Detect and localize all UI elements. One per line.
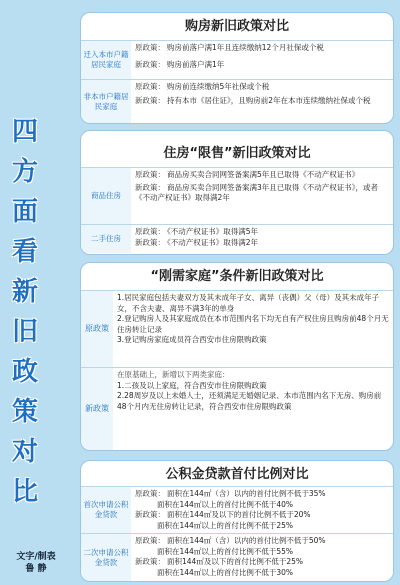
side-title-char: 政: [11, 357, 38, 387]
new-label: 新政策：: [135, 182, 165, 192]
side-title-char: 对: [11, 437, 38, 467]
new-label: 新政策：: [135, 510, 165, 519]
row-category: 二手住房: [81, 225, 131, 253]
policy-row: [81, 290, 393, 367]
panel-purchase-policy: [80, 12, 394, 124]
old-label: 原政策：: [135, 489, 165, 498]
old-label: 原政策：: [135, 536, 165, 545]
policy-row: [81, 486, 393, 533]
panel-title: “刚需家庭”条件新旧政策对比: [150, 269, 324, 284]
row-text: [131, 168, 393, 224]
policy-row: [81, 224, 393, 253]
side-title: [8, 112, 42, 512]
new-text: 面积144㎡及以下的首付比例不低于25%: [167, 557, 303, 566]
new-item: 1.二孩及以上家庭，符合西安市住房限购政策: [117, 380, 267, 390]
old-item: 3.登记购房家庭成员符合西安市住房限购政策: [117, 335, 267, 344]
panel-title: 公积金贷款首付比例对比: [165, 467, 309, 482]
row-category: 二次申请公积金贷款: [81, 534, 131, 582]
row-category: 非本市户籍居民家庭: [81, 80, 131, 124]
old-text: 商品房买卖合同网签备案满5年且已取得《不动产权证书》: [167, 170, 360, 179]
new-text: 商品房买卖合同网签备案满3年且已取得《不动产权证书》，或者《不动产权证书》取得满2年: [135, 182, 379, 202]
side-title-char: 新: [11, 277, 38, 307]
new-label: 新政策：: [135, 95, 165, 105]
row-text: [113, 291, 393, 367]
old-policy-line: [135, 82, 389, 93]
new-label: 新政策：: [135, 237, 165, 247]
new-label: 新政策：: [135, 557, 165, 566]
new-policy-line: [135, 238, 389, 249]
row-text: [131, 80, 393, 124]
row-text: [131, 225, 393, 253]
panel-title: 住房“限售”新旧政策对比: [163, 146, 311, 161]
panel-provident-fund-policy: [80, 460, 394, 582]
old-policy-line: [135, 43, 389, 54]
new-text-cont: 面积在144㎡以上的首付比例不低于25%: [157, 520, 293, 530]
row-category: 原政策: [81, 291, 113, 367]
old-text: 面积在144㎡（含）以内的首付比例不低于35%: [167, 489, 326, 498]
row-text: [131, 534, 393, 582]
policy-row: [81, 40, 393, 79]
new-text: 购房前落户满1年: [167, 59, 225, 69]
new-policy-line: [135, 96, 389, 107]
new-policy-line: [135, 60, 389, 71]
old-policy-line: [135, 536, 389, 547]
row-text: [131, 41, 393, 79]
old-label: 原政策：: [135, 43, 165, 52]
new-policy-line: [135, 557, 389, 568]
old-label: 原政策：: [135, 227, 165, 236]
old-text: 购房前连续缴纳5年社保或个税: [167, 82, 270, 91]
credit: [4, 551, 68, 575]
panel-title: 购房新旧政策对比: [184, 19, 289, 34]
new-text: 面积在144㎡及以下的首付比例不低于20%: [167, 510, 311, 519]
new-text: 持有本市《居住证》，且购房前2年在本市连续缴纳社保或个税: [167, 95, 371, 105]
side-title-char: 面: [11, 197, 38, 227]
old-item: 2.登记购房人及其家庭成员在本市范围内名下均无自有产权住房且购房前48个月无住房转让记录: [117, 314, 389, 334]
policy-row: [81, 167, 393, 224]
old-text-cont: 面积在144㎡以上的首付比例不低于55%: [157, 546, 293, 556]
old-text: 《不动产权证书》取得满5年: [167, 227, 259, 236]
row-category: 商品住房: [81, 168, 131, 224]
new-text-cont: 面积在144㎡以上的首付比例不低于30%: [157, 567, 293, 577]
old-text: 购房前落户满1年且连续缴纳12个月社保或个税: [167, 43, 324, 52]
row-text: [113, 368, 393, 450]
side-title-char: 旧: [11, 317, 38, 347]
row-text: [131, 487, 393, 533]
old-label: 原政策：: [135, 82, 165, 91]
side-title-char: 四: [11, 117, 38, 147]
new-item: 2.28周岁及以上未婚人士，还须满足无婚姻记录、本市范围内名下无房、购房前48个月内无住房转让记录，符合西安市住房限购政策: [117, 391, 382, 411]
policy-row: [81, 79, 393, 124]
old-policy-line: [135, 170, 389, 181]
new-intro: 在原基础上，新增以下两类家庭：: [117, 370, 230, 379]
credit-line: 鲁 静: [25, 564, 47, 574]
old-item: 1.居民家庭包括夫妻双方及其未成年子女、离异（丧偶）父（母）及其未成年子女，不含夫妻、离异不满3年的单身: [117, 293, 380, 313]
row-category: 首次申请公积金贷款: [81, 487, 131, 533]
old-text-cont: 面积在144㎡以上的首付比例不低于40%: [157, 499, 293, 509]
old-text: 面积在144㎡（含）以内的首付比例不低于50%: [167, 536, 326, 545]
side-title-char: 比: [11, 477, 38, 507]
side-title-char: 看: [11, 237, 38, 267]
panel-rigid-demand-policy: [80, 262, 394, 451]
old-label: 原政策：: [135, 170, 165, 179]
old-policy-line: [135, 489, 389, 500]
policy-row: [81, 367, 393, 450]
new-label: 新政策：: [135, 59, 165, 69]
side-title-char: 策: [11, 397, 38, 427]
side-title-char: 方: [11, 157, 38, 187]
panel-resale-policy: [80, 130, 394, 255]
policy-row: [81, 533, 393, 582]
new-policy-line: [135, 510, 389, 521]
credit-line: 文字/制表: [16, 552, 56, 562]
old-policy-line: [135, 227, 389, 238]
new-text: 《不动产权证书》取得满2年: [167, 237, 259, 247]
row-category: 迁入本市户籍居民家庭: [81, 41, 131, 79]
new-policy-line: [135, 183, 389, 204]
row-category: 新政策: [81, 368, 113, 450]
